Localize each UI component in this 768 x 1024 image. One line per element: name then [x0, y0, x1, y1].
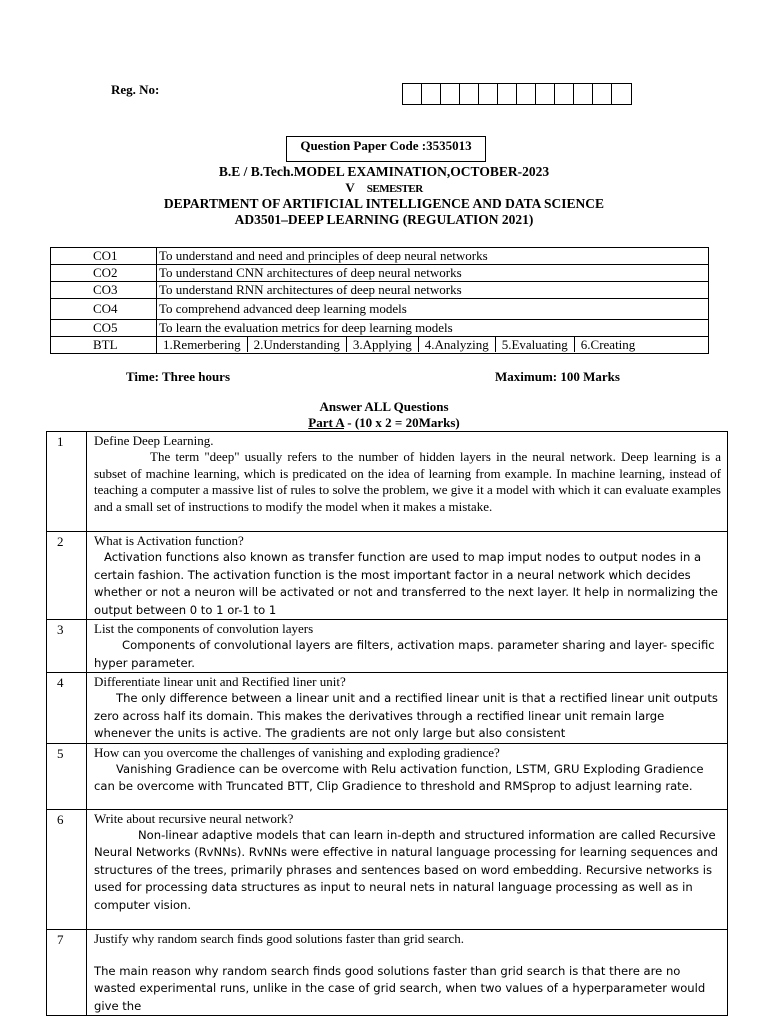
reg-no-box[interactable] — [498, 84, 517, 104]
question-number: 5 — [47, 743, 87, 809]
part-marks: - (10 x 2 = 20Marks) — [344, 415, 460, 430]
question-row — [47, 620, 728, 673]
exam-title: B.E / B.Tech.MODEL EXAMINATION,OCTOBER-2023 — [218, 164, 550, 179]
reg-no-label: Reg. No: — [111, 82, 160, 97]
department-title: DEPARTMENT OF ARTIFICIAL INTELLIGENCE AND DATA SCIENCE — [163, 196, 605, 211]
reg-no-box[interactable] — [536, 84, 555, 104]
reg-no-box[interactable] — [555, 84, 574, 104]
semester-number: V — [345, 180, 355, 195]
answer-all-heading: Answer ALL Questions — [319, 399, 449, 414]
reg-no-box[interactable] — [517, 84, 536, 104]
questions-table — [46, 431, 728, 1016]
question-number: 7 — [47, 929, 87, 1016]
co-row — [51, 299, 709, 320]
reg-no-box[interactable] — [574, 84, 593, 104]
co-code: CO4 — [51, 299, 157, 320]
answer-text: Components of convolutional layers are filters, activation maps. parameter sharing and layer- specific hyper parameter. — [94, 638, 715, 670]
question-number: 4 — [47, 673, 87, 744]
co-text: To learn the evaluation metrics for deep learning models — [157, 320, 709, 337]
question-row — [47, 809, 728, 929]
co-row — [51, 248, 709, 265]
answer-text: The only difference between a linear unit and a rectified linear unit is that a rectified linear unit outputs zero across half its domain. This makes the derivatives through a rectified linear unit remain large whenever the units is active. The gradients are not only large but also consistent — [94, 691, 718, 740]
question-text: How can you overcome the challenges of vanishing and exploding gradience? — [94, 744, 500, 760]
answer-text: The term "deep" usually refers to the number of hidden layers in the neural network. Deep learning is a subset of machine learning, which is predicated on the idea of learning from example. In machine learning, instead of teaching a computer a massive list of rules to solve the problem, we give it a model with which it can evaluate examples and a small set of instructions to modify the model when it makes a mistake. — [94, 449, 721, 514]
reg-no-boxes[interactable] — [402, 83, 632, 105]
reg-no-box[interactable] — [422, 84, 441, 104]
btl-level: 2.Understanding — [248, 337, 347, 352]
co-text: To comprehend advanced deep learning models — [157, 299, 709, 320]
answer-text: Vanishing Gradience can be overcome with Relu activation function, LSTM, GRU Exploding Gradience can be overcome with Truncated BTT, Clip Gradience to threshold and RMSprop to adjust learning rate. — [94, 761, 704, 793]
question-text: Differentiate linear unit and Rectified liner unit? — [94, 674, 346, 689]
co-row — [51, 265, 709, 282]
question-text: Write about recursive neural network? — [94, 810, 294, 826]
reg-no-box[interactable] — [479, 84, 498, 104]
question-text: What is Activation function? — [94, 533, 244, 548]
btl-level: 6.Creating — [580, 337, 636, 352]
question-text: Justify why random search finds good solutions faster than grid search. — [94, 930, 465, 946]
answer-text: The main reason why random search finds good solutions faster than grid search is that there are no wasted experimental runs, unlike in the case of grid search, when two values of a hyperparameter would give the — [94, 963, 706, 1013]
part-label: Part A — [308, 415, 344, 430]
co-code: CO2 — [51, 265, 157, 282]
co-text: To understand RNN architectures of deep neural networks — [157, 282, 709, 299]
question-number: 1 — [47, 432, 87, 532]
co-code: CO5 — [51, 320, 157, 337]
btl-level: 1.Remerbering — [157, 337, 248, 352]
btl-level: 4.Analyzing — [419, 337, 496, 352]
question-row — [47, 432, 728, 532]
course-title: AD3501–DEEP LEARNING (REGULATION 2021) — [234, 212, 534, 227]
reg-no-box[interactable] — [460, 84, 479, 104]
question-row — [47, 929, 728, 1016]
reg-no-box[interactable] — [403, 84, 422, 104]
question-text: Define Deep Learning. — [94, 433, 214, 448]
question-row — [47, 673, 728, 744]
btl-level: 5.Evaluating — [496, 337, 575, 352]
btl-levels — [157, 337, 708, 352]
co-code: CO3 — [51, 282, 157, 299]
question-row — [47, 532, 728, 620]
co-text: To understand and need and principles of deep neural networks — [157, 248, 709, 265]
question-number: 2 — [47, 532, 87, 620]
question-number: 3 — [47, 620, 87, 673]
max-marks: Maximum: 100 Marks — [495, 369, 620, 384]
reg-no-box[interactable] — [441, 84, 460, 104]
btl-level: 3.Applying — [347, 337, 419, 352]
co-row — [51, 320, 709, 337]
co-text: To understand CNN architectures of deep neural networks — [157, 265, 709, 282]
question-number: 6 — [47, 809, 87, 929]
question-row — [47, 743, 728, 809]
btl-code: BTL — [51, 337, 157, 354]
part-a-heading — [0, 415, 768, 431]
btl-row — [51, 337, 709, 354]
answer-text: Non-linear adaptive models that can learn in-depth and structured information are called Recursive Neural Networks (RvNNs). RvNNs were effective in natural language processing for learning sequences and structures of the trees, primarily phrases and sentences based on word embedding. Recursive networks is used for processing data structures as input to neural nets in natural language processing as well as in computer vision. — [94, 827, 719, 912]
question-paper-code: Question Paper Code :3535013 — [286, 136, 486, 162]
question-text: List the components of convolution layers — [94, 621, 314, 636]
reg-no-box[interactable] — [612, 84, 631, 104]
semester — [0, 180, 768, 197]
instructions — [0, 399, 768, 431]
exam-time: Time: Three hours — [126, 369, 231, 384]
reg-no-box[interactable] — [593, 84, 612, 104]
course-outcomes-table — [50, 247, 709, 354]
answer-text: Activation functions also known as transfer function are used to map imput nodes to output nodes in a certain fashion. The activation function is the most important factor in a neural network which decides whether or not a neuron will be activated or not and transferred to the next layer. It help in normalizing the output between 0 to 1 or-1 to 1 — [94, 550, 718, 617]
co-code: CO1 — [51, 248, 157, 265]
semester-word: SEMESTER — [366, 183, 423, 195]
co-row — [51, 282, 709, 299]
